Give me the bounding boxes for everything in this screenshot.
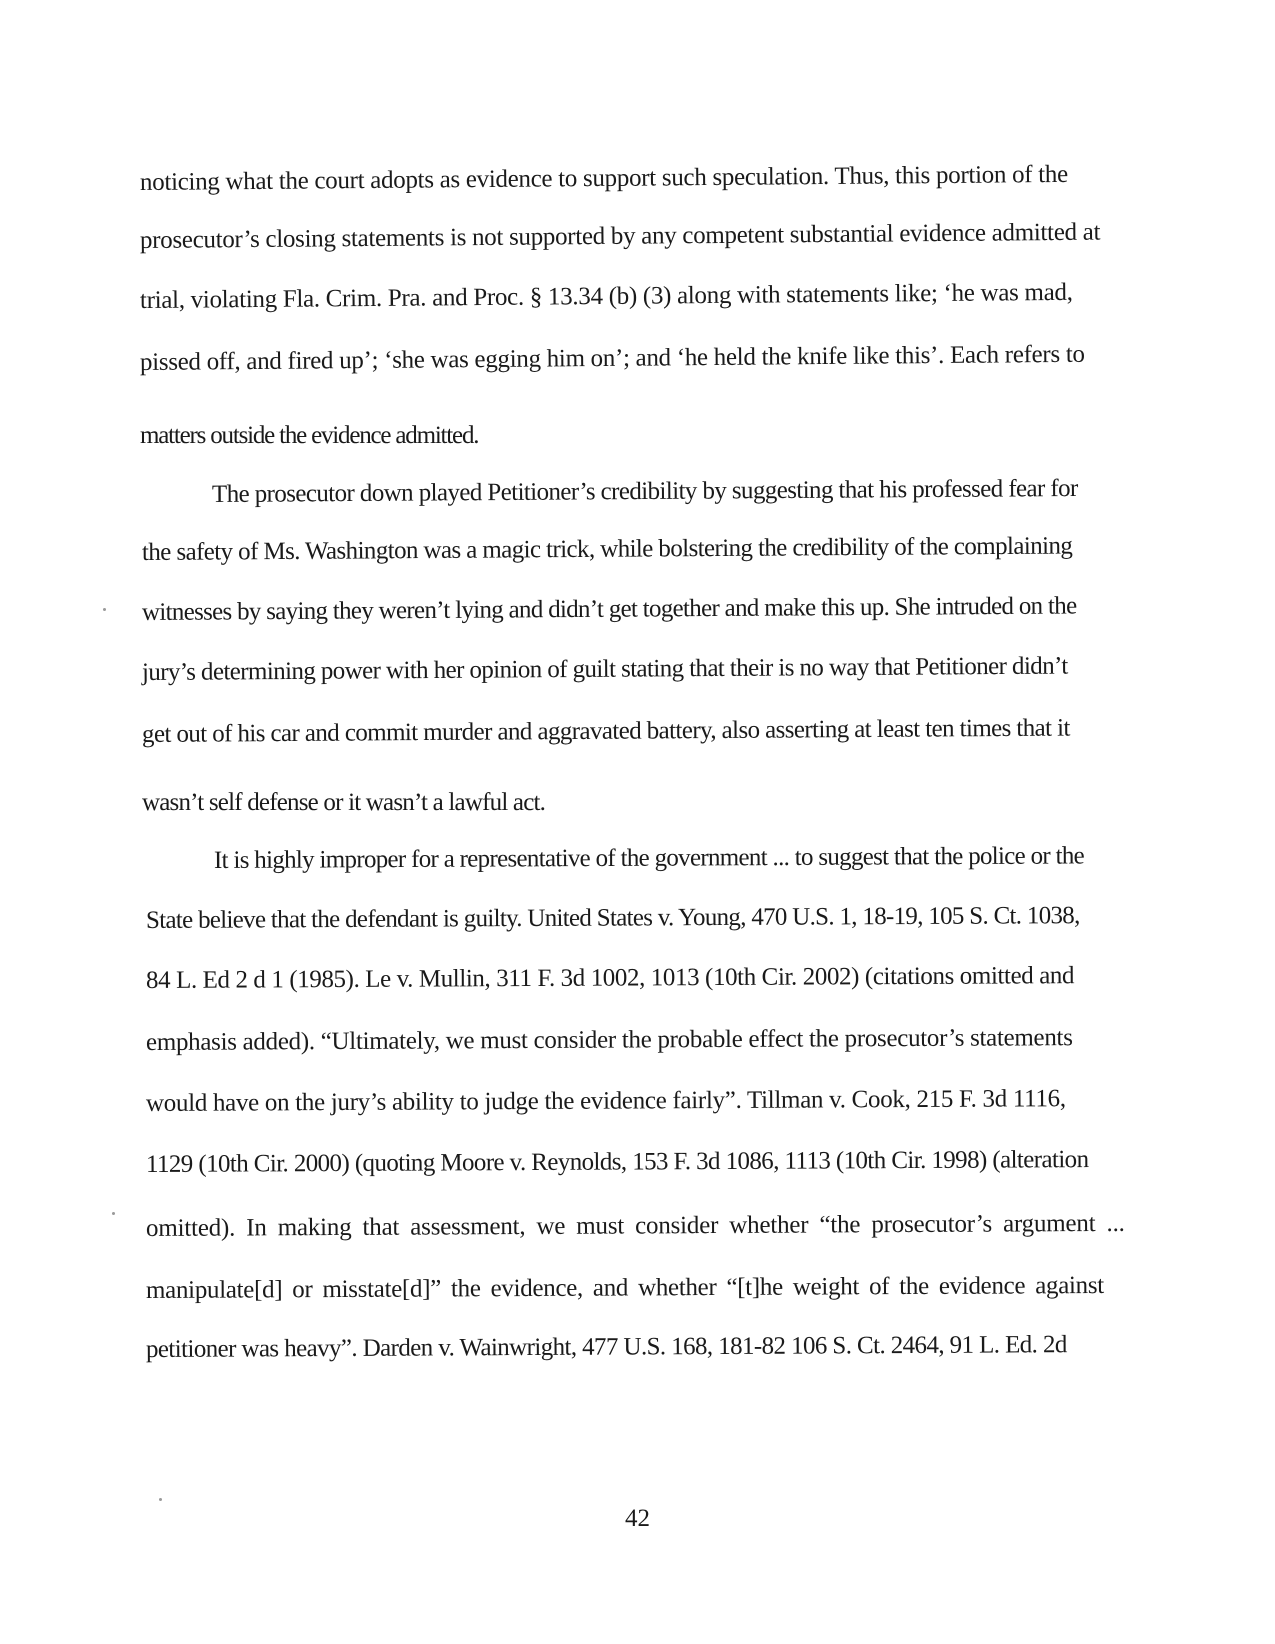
text-line: get out of his car and commit murder and aggravated battery, also asserting at least ten times that it [141, 714, 1070, 748]
scan-speck [112, 1212, 115, 1215]
scan-speck [159, 1498, 162, 1501]
text-line: State believe that the defendant is guilty. United States v. Young, 470 U.S. 1, 18-19, 105 S. Ct. 1038, [145, 902, 1080, 934]
text-line: matters outside the evidence admitted. [140, 422, 479, 449]
text-line: manipulate[d] or misstate[d]” the evidence, and whether “[t]he weight of the evidence against [145, 1271, 1104, 1304]
text-line: pissed off, and fired up’; ‘she was egging him on’; and ‘he held the knife like this’. Each refers to [139, 340, 1085, 376]
text-line: emphasis added). “Ultimately, we must consider the probable effect the prosecutor’s statements [145, 1024, 1073, 1056]
text-line: prosecutor’s closing statements is not supported by any competent substantial evidence admitted at [139, 218, 1101, 254]
text-line: 84 L. Ed 2 d 1 (1985). Le v. Mullin, 311 F. 3d 1002, 1013 (10th Cir. 2002) (citations omitted and [145, 962, 1075, 994]
text-line: the safety of Ms. Washington was a magic trick, while bolstering the credibility of the complaining [141, 532, 1073, 566]
text-line: noticing what the court adopts as evidence to support such speculation. Thus, this portion of the [139, 160, 1068, 196]
text-line: It is highly improper for a representative of the government ... to suggest that the police or the [213, 842, 1085, 874]
text-line: witnesses by saying they weren’t lying and didn’t get together and make this up. She intruded on the [141, 592, 1077, 626]
text-line: would have on the jury’s ability to judge the evidence fairly”. Tillman v. Cook, 215 F. 3d 1116, [145, 1085, 1066, 1117]
text-line: jury’s determining power with her opinion of guilt stating that their is no way that Petitioner didn’t [141, 652, 1068, 686]
text-line: trial, violating Fla. Crim. Pra. and Proc. § 13.34 (b) (3) along with statements like; ‘he was mad, [139, 278, 1073, 314]
text-line: 1129 (10th Cir. 2000) (quoting Moore v. Reynolds, 153 F. 3d 1086, 1113 (10th Cir. 1998) (alteration [145, 1146, 1089, 1178]
text-line: petitioner was heavy”. Darden v. Wainwright, 477 U.S. 168, 181-82 106 S. Ct. 2464, 91 L. Ed. 2d [145, 1331, 1067, 1363]
scan-speck [103, 608, 106, 611]
text-line: omitted). In making that assessment, we must consider whether “the prosecutor’s argument ... [145, 1209, 1125, 1242]
text-line: The prosecutor down played Petitioner’s credibility by suggesting that his professed fear for [211, 474, 1078, 508]
text-line: wasn’t self defense or it wasn’t a lawful act. [142, 789, 546, 816]
page-number: 42 [625, 1505, 650, 1532]
